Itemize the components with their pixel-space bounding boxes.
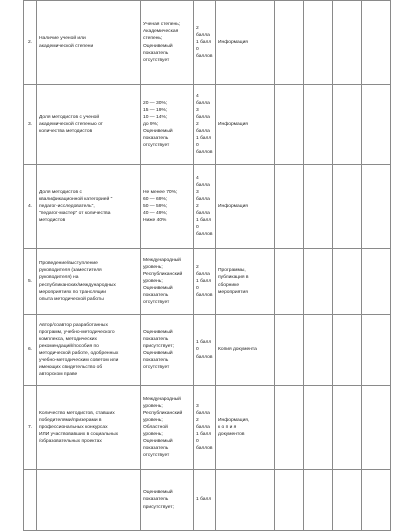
score-cell — [304, 249, 333, 315]
criterion-cell — [37, 386, 141, 470]
points-cell-line: 2 — [196, 417, 199, 423]
indicator-cell-line: Оценивемый — [143, 439, 173, 445]
indicator-cell — [141, 315, 194, 386]
indicator-cell-line: Областной — [143, 424, 168, 430]
table-row — [24, 1, 391, 85]
indicator-cell — [141, 85, 194, 165]
score-cell — [333, 470, 362, 531]
table-row — [24, 249, 391, 315]
indicator-cell-line: Ниже 40% — [143, 218, 167, 224]
indicator-cell-line: Международный — [143, 396, 181, 402]
table-row — [24, 85, 391, 165]
indicator-cell-line: Оценивемый — [143, 329, 173, 335]
indicator-cell-line: показатель — [143, 358, 169, 364]
table-body — [24, 1, 391, 531]
criterion-cell-line: республиканских/международных — [39, 282, 116, 288]
indicator-cell-line: уровень; — [143, 417, 163, 423]
score-cell — [333, 85, 362, 165]
indicator-cell-line: Международный — [143, 257, 181, 263]
indicator-cell-line: Республиканский — [143, 410, 183, 416]
criterion-cell-line: методистов — [39, 218, 66, 224]
criterion-cell-line: ИЛИ участвовавших в социальных — [39, 432, 119, 438]
row-number: 3. — [24, 85, 37, 165]
criterion-cell-line: количества методистов — [39, 129, 93, 135]
indicator-cell-line: отсутствует — [143, 143, 170, 149]
indicator-cell-line: уровень; — [143, 264, 163, 270]
points-cell-line: 4 — [196, 175, 199, 181]
criterion-cell-line: мероприятиях по трансляции — [39, 289, 107, 295]
criterion-cell — [37, 249, 141, 315]
score-cell — [362, 249, 391, 315]
indicator-cell-line: показатель — [143, 293, 169, 299]
score-cell — [275, 470, 304, 531]
indicator-cell-line: Академическая — [143, 29, 179, 35]
points-cell-line: баллов — [196, 232, 213, 238]
indicator-cell — [141, 470, 194, 531]
criteria-table — [23, 0, 391, 531]
points-cell-line: баллов — [196, 54, 213, 60]
criterion-cell — [37, 470, 141, 531]
indicator-cell-line: присутствует; — [143, 343, 174, 349]
indicator-cell-line: отсутствует — [143, 300, 170, 306]
score-cell — [304, 386, 333, 470]
criterion-cell-line: методической работе, одобренных — [39, 351, 119, 356]
points-cell-line: баллов — [196, 293, 213, 299]
points-cell — [194, 1, 216, 85]
source-cell — [216, 249, 275, 315]
indicator-cell-line: присутствует; — [143, 504, 174, 510]
indicator-cell-line: уровень; — [143, 432, 163, 438]
indicator-cell-line: Оценивемый — [143, 351, 173, 356]
score-cell — [275, 315, 304, 386]
points-cell — [194, 470, 216, 531]
source-cell-line: мероприятия — [218, 289, 248, 295]
points-cell-line: баллов — [196, 446, 213, 452]
indicator-cell-line: 15 — 19%; — [143, 107, 168, 113]
indicator-cell-line: отсутствует — [143, 365, 170, 371]
score-cell — [333, 386, 362, 470]
score-cell — [275, 165, 304, 249]
criterion-cell-line: рекомендаций/пособия по — [39, 343, 99, 349]
points-cell — [194, 85, 216, 165]
table-row — [24, 315, 391, 386]
score-cell — [304, 165, 333, 249]
row-number: 5. — [24, 249, 37, 315]
criterion-cell-line: академической степени — [39, 43, 94, 49]
indicator-cell-line: уровень; — [143, 278, 163, 284]
points-cell-line: 1 балл — [196, 39, 212, 45]
indicator-cell-line: показатель — [143, 446, 169, 452]
source-cell — [216, 165, 275, 249]
score-cell — [333, 165, 362, 249]
points-cell-line: 1 балл — [196, 218, 212, 224]
indicator-cell-line: Оценивемый — [143, 129, 173, 135]
criterion-cell-line: /образовательных проектах — [39, 439, 102, 445]
points-cell-line: 0 — [196, 47, 199, 53]
points-cell-line: 0 — [196, 143, 199, 149]
score-cell — [362, 315, 391, 386]
indicator-cell-line: уровень; — [143, 403, 163, 409]
points-cell-line: 2 — [196, 25, 199, 31]
indicator-cell-line: Не менее 70%; — [143, 189, 178, 195]
points-cell-line: 0 — [196, 286, 199, 292]
criterion-cell — [37, 85, 141, 165]
indicator-cell-line: 50 — 59%; — [143, 203, 168, 209]
points-cell-line: 0 — [196, 225, 199, 231]
indicator-cell-line: Оценивемый — [143, 286, 173, 292]
indicator-cell-line: показатель — [143, 336, 169, 342]
score-cell — [362, 386, 391, 470]
points-cell-line: балла — [196, 424, 210, 430]
criterion-cell-line: учебно-методическим советом или — [39, 358, 119, 364]
table-row — [24, 165, 391, 249]
indicator-cell-line: 40 — 49%; — [143, 211, 168, 217]
row-number — [24, 470, 37, 531]
criterion-cell-line: "педагог-мастер" от количества — [39, 211, 111, 217]
indicator-cell-line: степень; — [143, 36, 163, 42]
points-cell-line: баллов — [196, 354, 213, 360]
score-cell — [333, 1, 362, 85]
points-cell-line: 1 балл — [196, 136, 212, 142]
score-cell — [275, 386, 304, 470]
source-cell-line: Информация — [218, 39, 248, 45]
row-number: 7. — [24, 386, 37, 470]
criterion-cell-line: руководителя) на — [39, 275, 79, 281]
indicator-cell-line: 20 — 30%; — [143, 100, 168, 106]
points-cell — [194, 165, 216, 249]
criterion-cell-line: программ, учебно-методического — [39, 329, 115, 335]
source-cell-line: документов — [218, 432, 245, 438]
source-cell — [216, 315, 275, 386]
source-cell-line: сборнике — [218, 282, 240, 288]
table-row — [24, 470, 391, 531]
points-cell-line: 0 — [196, 439, 199, 445]
criterion-cell-line: квалификационной категорией " — [39, 196, 113, 202]
points-cell-line: 0 — [196, 347, 199, 353]
score-cell — [275, 249, 304, 315]
indicator-cell-line: Оценивемый — [143, 43, 173, 49]
indicator-cell — [141, 1, 194, 85]
criterion-cell-line: победителями/призерами в — [39, 417, 102, 423]
indicator-cell-line: Ученая степень; — [143, 22, 181, 28]
criterion-cell-line: руководителя (заместителя — [39, 268, 102, 274]
indicator-cell — [141, 165, 194, 249]
score-cell — [362, 470, 391, 531]
criterion-cell-line: академической степенью от — [39, 121, 103, 127]
source-cell — [216, 386, 275, 470]
points-cell — [194, 249, 216, 315]
points-cell-line: баллов — [196, 150, 213, 156]
criterion-cell-line: Доля методистов с ученой — [39, 114, 100, 120]
points-cell-line: 3 — [196, 107, 199, 113]
points-cell-line: 1 балл — [196, 497, 212, 503]
score-cell — [304, 315, 333, 386]
points-cell-line: балла — [196, 271, 210, 277]
indicator-cell — [141, 386, 194, 470]
table-row — [24, 386, 391, 470]
points-cell-line: балла — [196, 196, 210, 202]
criterion-cell-line: Количество методистов, ставших — [39, 410, 115, 416]
source-cell-line: Информация — [218, 121, 248, 127]
points-cell-line: 3 — [196, 189, 199, 195]
criterion-cell-line: опыта методической работы — [39, 296, 104, 302]
points-cell-line: балла — [196, 182, 210, 188]
indicator-cell-line: показатель — [143, 50, 169, 56]
indicator-cell-line: показатель — [143, 136, 169, 142]
criterion-cell — [37, 315, 141, 386]
points-cell-line: 1 балл — [196, 340, 212, 346]
points-cell-line: балла — [196, 100, 210, 106]
points-cell-line: 3 — [196, 403, 199, 409]
points-cell-line: 4 — [196, 93, 199, 99]
score-cell — [304, 85, 333, 165]
score-cell — [333, 249, 362, 315]
row-number: 2. — [24, 1, 37, 85]
indicator-cell-line: показатель — [143, 497, 169, 503]
points-cell-line: 2 — [196, 264, 199, 270]
points-cell-line: балла — [196, 129, 210, 135]
source-cell — [216, 1, 275, 85]
source-cell-line: к о п и я — [218, 424, 237, 430]
source-cell-line: Информация — [218, 203, 248, 209]
indicator-cell — [141, 249, 194, 315]
criterion-cell-line: Доля методистов с — [39, 189, 82, 195]
row-number: 6. — [24, 315, 37, 386]
source-cell-line: Копия документа — [218, 347, 257, 353]
points-cell-line: 2 — [196, 121, 199, 127]
score-cell — [362, 165, 391, 249]
indicator-cell-line: отсутствует — [143, 453, 170, 459]
points-cell-line: 1 балл — [196, 432, 212, 438]
criterion-cell-line: педагог-исследователь", — [39, 203, 95, 209]
points-cell-line: 2 — [196, 203, 199, 209]
score-cell — [362, 85, 391, 165]
score-cell — [275, 85, 304, 165]
indicator-cell-line: 60 — 69%; — [143, 196, 168, 202]
criterion-cell-line: Автор/соавтор разработанных — [39, 322, 108, 328]
criterion-cell — [37, 165, 141, 249]
indicator-cell-line: Республиканский — [143, 271, 183, 277]
points-cell-line: балла — [196, 32, 210, 38]
criterion-cell — [37, 1, 141, 85]
indicator-cell-line: 10 — 14%; — [143, 114, 168, 120]
indicator-cell-line: Оценивемый — [143, 490, 173, 496]
source-cell — [216, 470, 275, 531]
score-cell — [275, 1, 304, 85]
points-cell-line: балла — [196, 114, 210, 120]
score-cell — [304, 470, 333, 531]
row-number: 4. — [24, 165, 37, 249]
criterion-cell-line: имеющих свидетельство об — [39, 365, 103, 371]
indicator-cell-line: отсутствует — [143, 57, 170, 63]
criterion-cell-line: комплекса, методических — [39, 336, 97, 342]
source-cell-line: публикация в — [218, 275, 249, 281]
score-cell — [333, 315, 362, 386]
criterion-cell-line: авторском праве — [39, 372, 78, 378]
score-cell — [362, 1, 391, 85]
points-cell-line: балла — [196, 410, 210, 416]
criterion-cell-line: Наличие ученой или — [39, 36, 86, 42]
source-cell-line: Программы, — [218, 268, 246, 274]
source-cell — [216, 85, 275, 165]
points-cell-line: балла — [196, 211, 210, 217]
points-cell-line: 1 балл — [196, 278, 212, 284]
points-cell — [194, 386, 216, 470]
indicator-cell-line: до 9%; — [143, 121, 159, 127]
criterion-cell-line: профессиональных конкурсах — [39, 424, 108, 430]
score-cell — [304, 1, 333, 85]
criterion-cell-line: Проведение/выступление — [39, 261, 98, 267]
source-cell-line: Информация, — [218, 417, 250, 423]
points-cell — [194, 315, 216, 386]
